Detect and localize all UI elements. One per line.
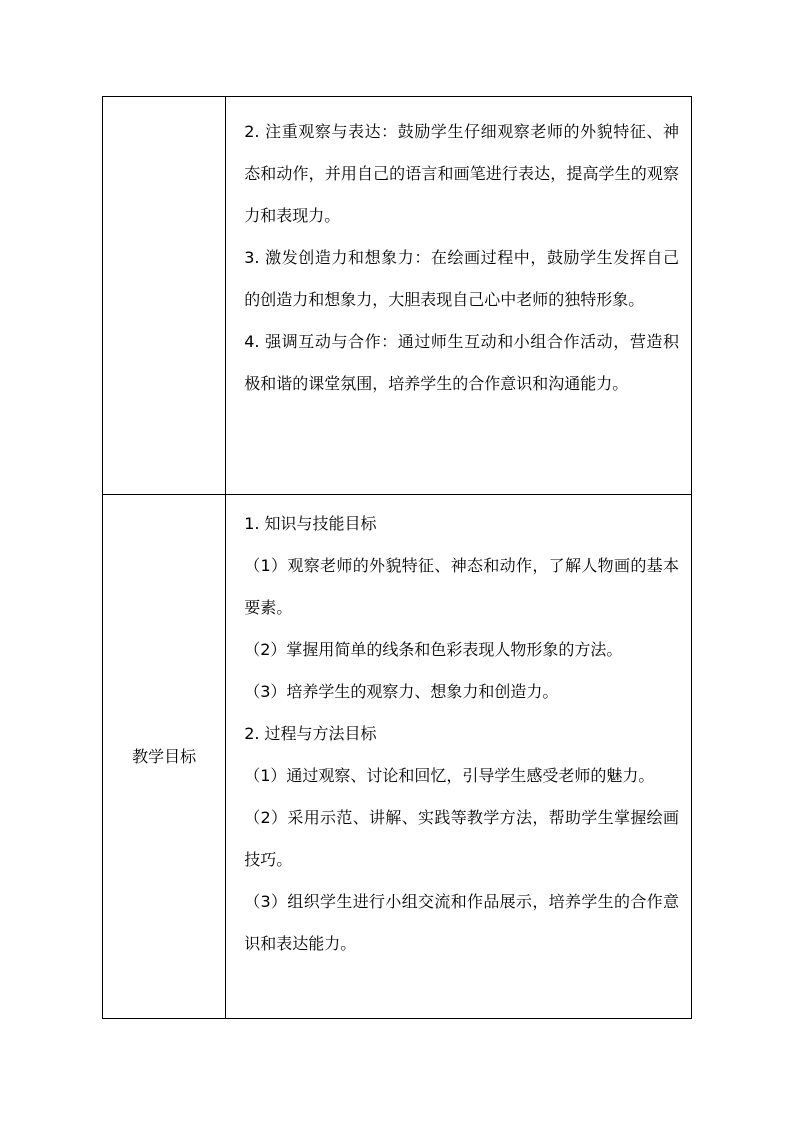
paragraph: （1）通过观察、讨论和回忆，引导学生感受老师的魅力。: [244, 766, 655, 785]
paragraph: 2. 过程与方法目标: [244, 724, 377, 743]
row-content-cell: [226, 495, 692, 1019]
paragraph: 1. 知识与技能目标: [244, 514, 377, 533]
paragraph: 2. 注重观察与表达：鼓励学生仔细观察老师的外貌特征、神态和动作，并用自己的语言和画笔进行表达，提高学生的观察力和表现力。: [244, 122, 679, 225]
table-row: [103, 97, 692, 495]
table-row: [103, 495, 692, 1019]
paragraph: （3）组织学生进行小组交流和作品展示，培养学生的合作意识和表达能力。: [244, 892, 679, 953]
row-label-teaching-objectives: 教学目标: [103, 495, 226, 1019]
row-label-cell: [103, 97, 226, 495]
paragraph: 4. 强调互动与合作：通过师生互动和小组合作活动，营造积极和谐的课堂氛围，培养学生的合作意识和沟通能力。: [244, 332, 679, 393]
row-content-cell: [226, 97, 692, 495]
lesson-plan-table: [102, 96, 692, 1019]
paragraph: （2）掌握用简单的线条和色彩表现人物形象的方法。: [244, 640, 623, 659]
paragraph: （1）观察老师的外貌特征、神态和动作，了解人物画的基本要素。: [244, 556, 679, 617]
paragraph: （2）采用示范、讲解、实践等教学方法，帮助学生掌握绘画技巧。: [244, 808, 679, 869]
paragraph: 3. 激发创造力和想象力：在绘画过程中，鼓励学生发挥自己的创造力和想象力，大胆表现自己心中老师的独特形象。: [244, 248, 679, 309]
paragraph: （3）培养学生的观察力、想象力和创造力。: [244, 682, 559, 701]
